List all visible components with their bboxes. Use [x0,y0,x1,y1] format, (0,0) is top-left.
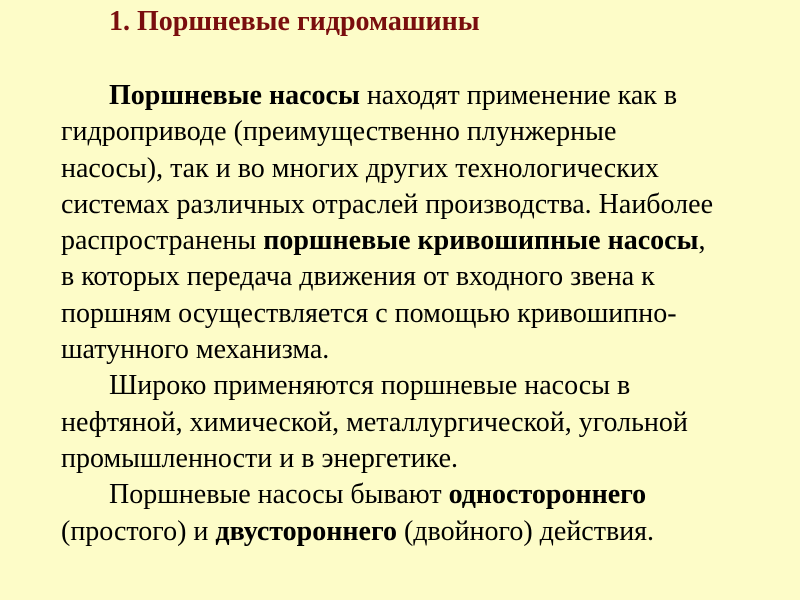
paragraph-2-line-3: промышленности и в энергетике. [61,442,458,474]
paragraph-3-line-2 [61,514,796,550]
text-segment: , [698,225,706,257]
paragraph-2-line-2: нефтяной, химической, металлургической, угольной [61,406,688,438]
paragraph-1-line-7: поршням осуществляется с помощью кривошипно- [61,297,677,329]
text-segment: находят применение как в [359,80,678,111]
slide-body [61,78,796,550]
paragraph-1-line-8: шатунного механизма. [61,334,330,366]
paragraph-2-line-1: Широко применяются поршневые насосы в [109,370,631,402]
text-segment: (двойного) действия. [396,515,655,547]
paragraph-3-line-1 [61,477,796,513]
paragraph-1-line-6: в которых передача движения от входного звена к [61,261,655,293]
term-single-acting: одностороннего [448,479,647,511]
paragraph-1-line-3: насосы), так и во многих других технологических [61,152,659,184]
term-piston-pumps: Поршневые насосы [109,80,360,111]
paragraph-1-line-1 [61,78,796,114]
paragraph-1-line-4: системах различных отраслей производства. Наиболее [61,188,714,220]
term-crank-piston-pumps: поршневые кривошипные насосы [263,225,699,257]
term-double-acting: двустороннего [215,515,397,547]
slide-title: 1. Поршневые гидромашины [109,6,480,37]
text-segment: распространены [61,225,264,257]
text-segment: (простого) и [61,515,216,547]
paragraph-1-line-2: гидроприводе (преимущественно плунжерные [61,116,617,148]
paragraph-1-line-5 [61,223,796,259]
text-segment: Поршневые насосы бывают [109,479,449,511]
